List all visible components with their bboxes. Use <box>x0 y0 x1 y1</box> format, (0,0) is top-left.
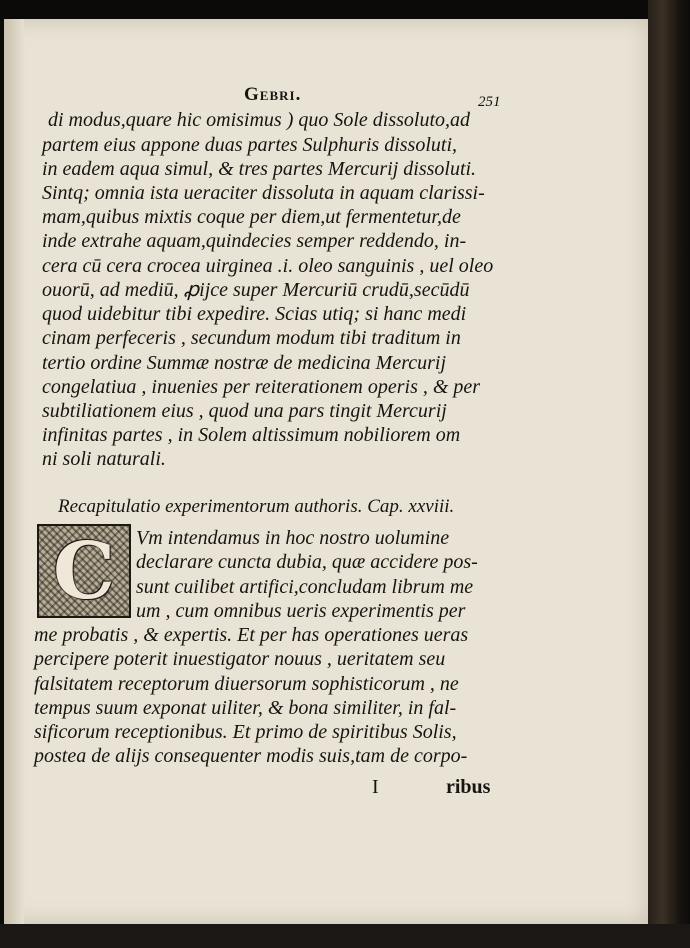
running-head: Gebri. <box>244 84 302 105</box>
body-line: cera cū cera crocea uirginea .i. oleo sanguinis , uel oleo <box>42 255 494 277</box>
body-line: di modus,quare hic omisimus ) quo Sole dissoluto,ad <box>48 109 471 131</box>
book-edge <box>648 0 690 948</box>
chapter-line: postea de alijs consequenter modis suis,tam de corpo- <box>34 745 468 767</box>
body-line: quod uidebitur tibi expedire. Scias utiq; si hanc medi <box>42 303 467 325</box>
chapter-line: um , cum omnibus ueris experimentis per <box>136 600 466 622</box>
decorated-initial <box>37 524 131 618</box>
chapter-line: Vm intendamus in hoc nostro uolumine <box>136 527 450 549</box>
body-line: cinam perfeceris , secundum modum tibi traditum in <box>42 327 461 349</box>
body-line: tertio ordine Summæ nostræ de medicina Mercurij <box>42 352 447 374</box>
signature-mark: I <box>372 776 379 798</box>
chapter-line: falsitatem receptorum diuersorum sophisticorum , ne <box>34 673 459 695</box>
page-number: 251 <box>478 94 501 110</box>
body-line: subtiliationem eius , quod una pars tingit Mercurij <box>42 400 447 422</box>
body-line: in eadem aqua simul, & tres partes Mercurij dissoluti. <box>42 158 477 180</box>
body-line: inde extrahe aquam,quindecies semper reddendo, in- <box>42 230 467 252</box>
initial-letter: C <box>52 525 116 617</box>
body-line: ouorū, ad mediū, ꝓijce super Mercuriū crudū,secūdū <box>42 279 470 301</box>
body-line: partem eius appone duas partes Sulphuris dissoluti, <box>42 134 458 156</box>
chapter-line: sificorum receptionibus. Et primo de spiritibus Solis, <box>34 721 457 743</box>
catchword: ribus <box>446 776 491 798</box>
body-line: ni soli naturali. <box>42 448 166 470</box>
body-line: congelatiua , inuenies per reiterationem operis , & per <box>42 376 481 398</box>
chapter-line: me probatis , & expertis. Et per has operationes ueras <box>34 624 469 646</box>
body-line: infinitas partes , in Solem altissimum nobiliorem om <box>42 424 461 446</box>
page-gutter <box>4 19 24 924</box>
chapter-heading: Recapitulatio experimentorum authoris. Cap. xxviii. <box>58 496 455 517</box>
chapter-line: tempus suum exponat uiliter, & bona similiter, in fal- <box>34 697 457 719</box>
bottom-margin-dark <box>0 924 690 948</box>
body-line: mam,quibus mixtis coque per diem,ut fermentetur,de <box>42 206 461 228</box>
chapter-line: percipere poterit inuestigator nouus , ueritatem seu <box>34 648 446 670</box>
chapter-line: declarare cuncta dubia, quæ accidere pos- <box>136 551 478 573</box>
chapter-line: sunt cuilibet artifici,concludam librum me <box>136 576 474 598</box>
body-line: Sintq; omnia ista ueraciter dissoluta in aquam clarissi- <box>42 182 485 204</box>
